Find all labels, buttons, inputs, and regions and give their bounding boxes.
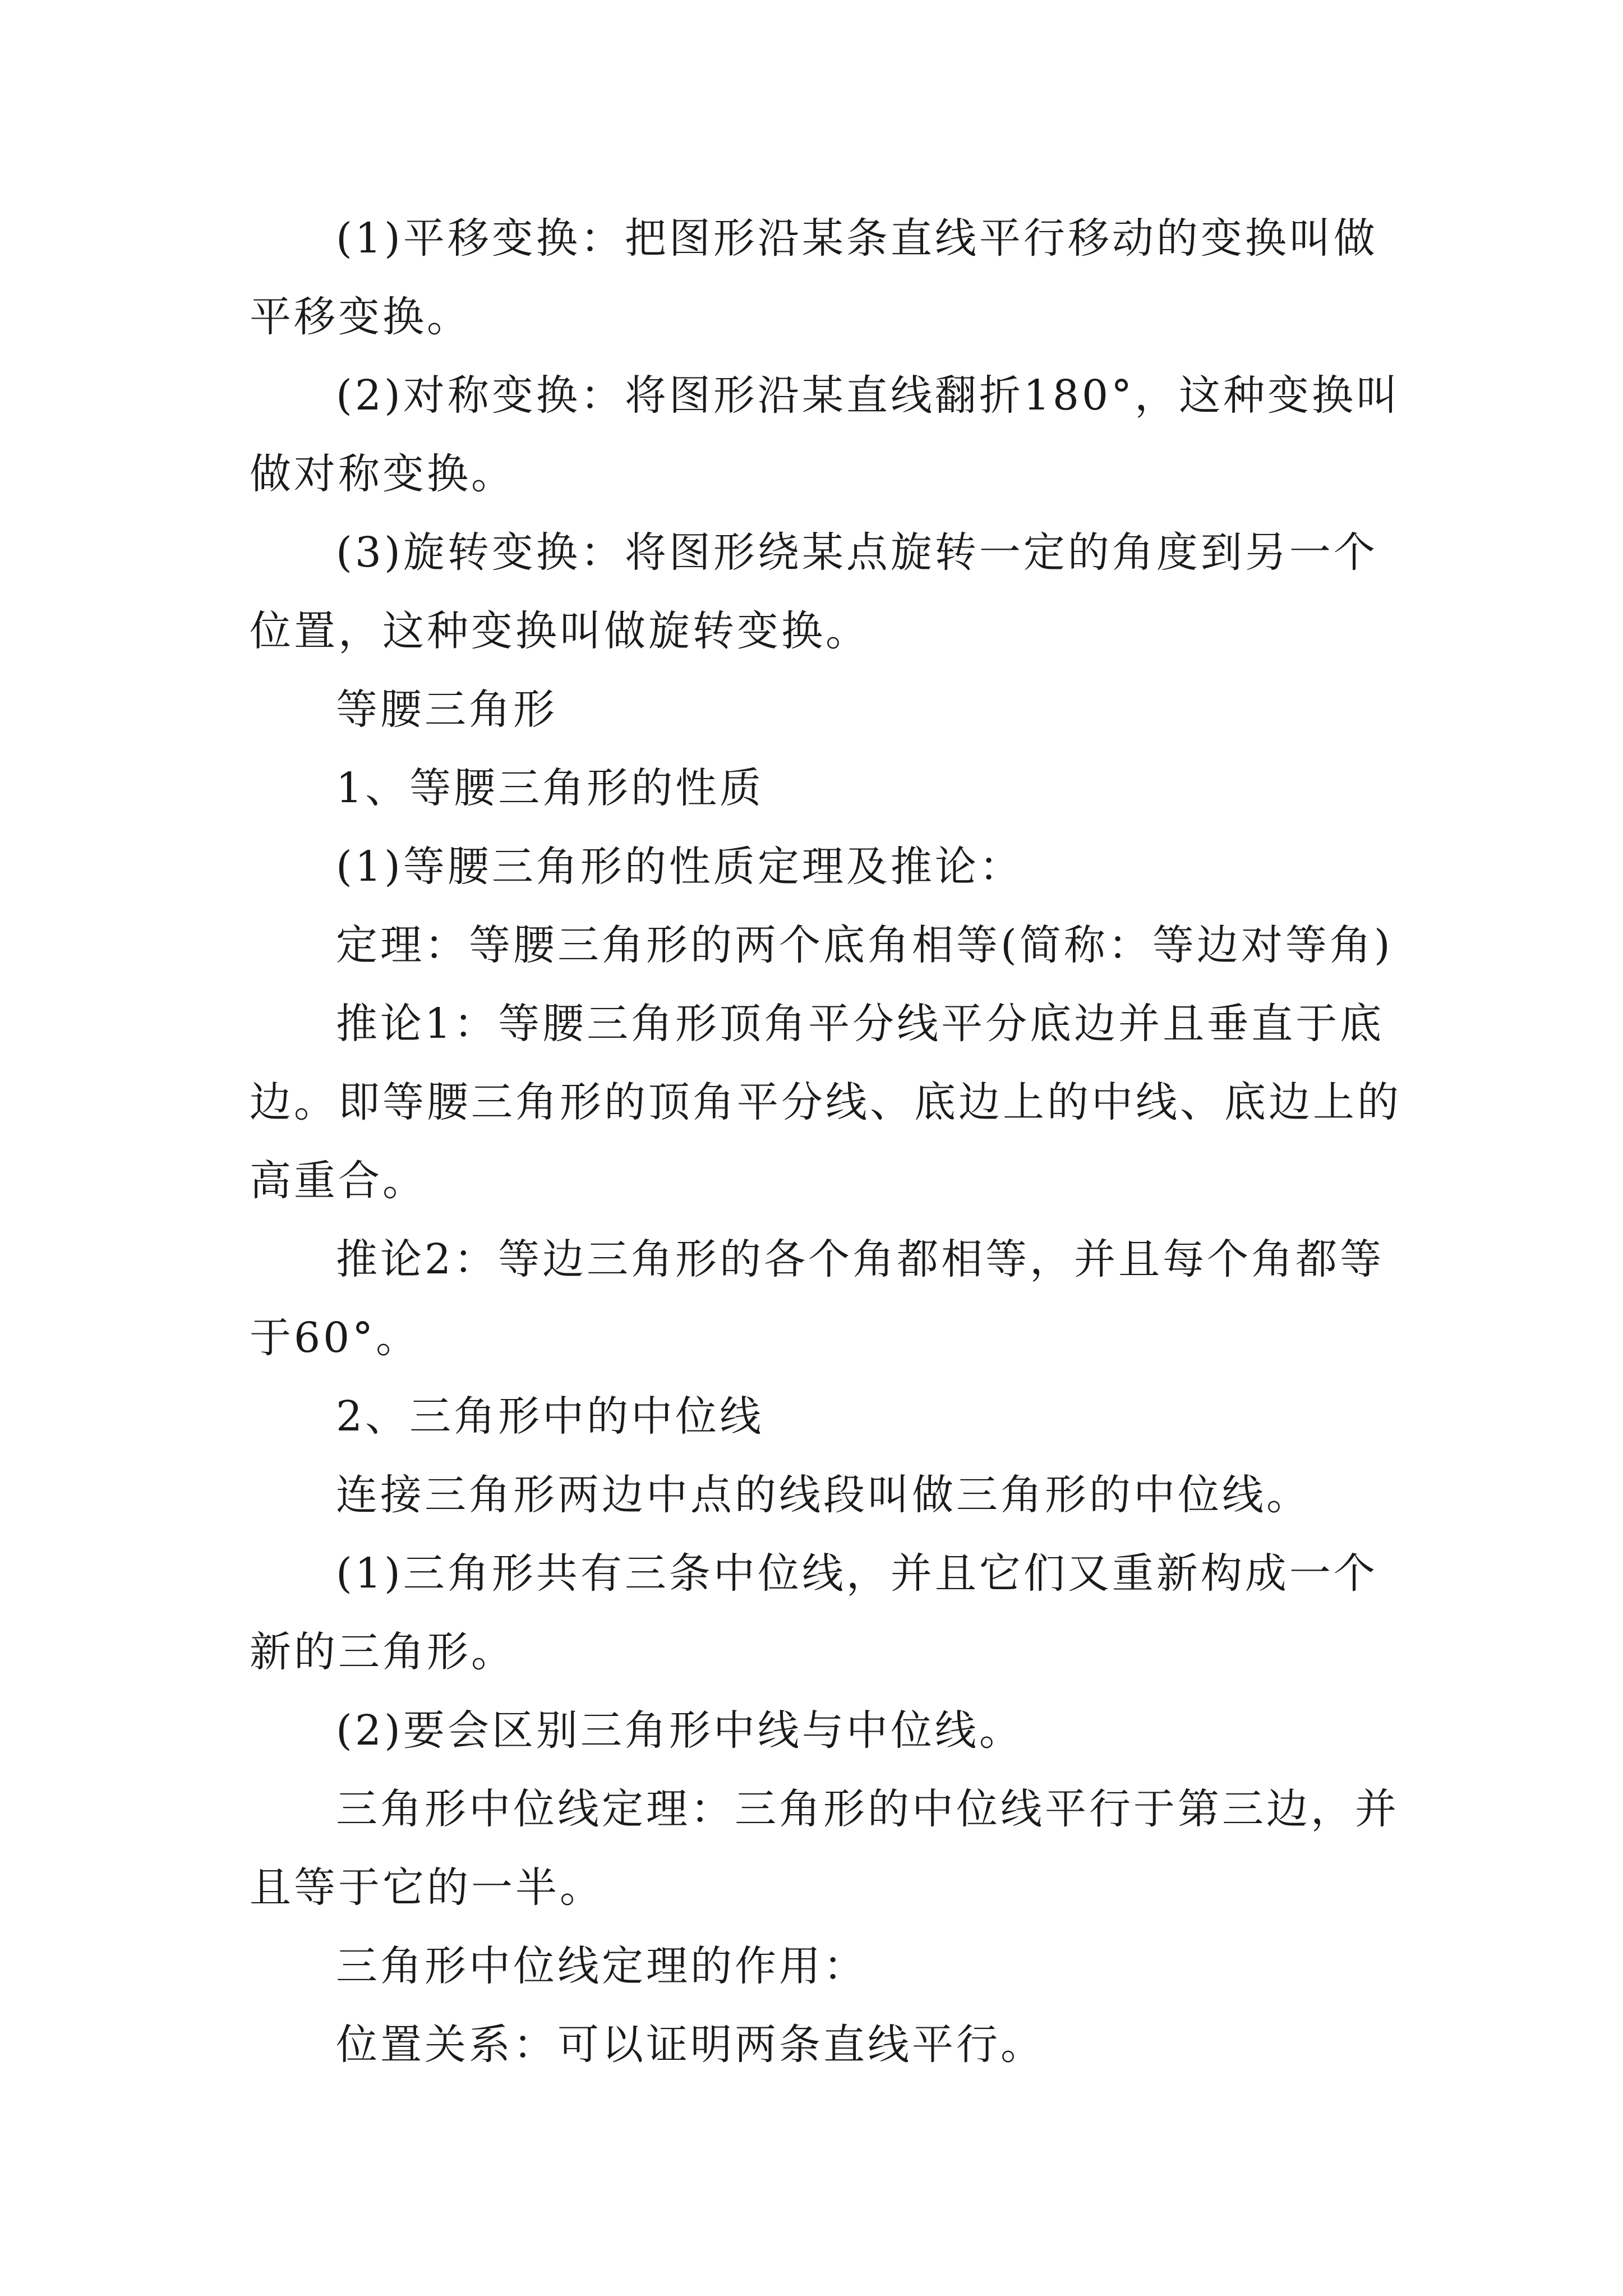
paragraph-property-theorems: (1)等腰三角形的性质定理及推论： [336,843,1023,891]
paragraph-midline-theorem-uses: 三角形中位线定理的作用： [336,1942,868,1990]
paragraph-corollary-1: 推论1：等腰三角形顶角平分线平分底边并且垂直于底边。即等腰三角形的顶角平分线、底边上的中线、底边上的高重合。 [250,1000,1401,1205]
paragraph-midline-definition: 连接三角形两边中点的线段叫做三角形的中位线。 [336,1471,1311,1519]
paragraph-theorem: 定理：等腰三角形的两个底角相等(简称：等边对等角) [336,921,1393,969]
paragraph-corollary-2: 推论2：等边三角形的各个角都相等，并且每个角都等于60°。 [250,1235,1385,1362]
paragraph-position-relation: 位置关系：可以证明两条直线平行。 [336,2021,1045,2069]
paragraph-symmetry: (2)对称变换：将图形沿某直线翻折180°，这种变换叫做对称变换。 [250,371,1401,498]
paragraph-midline-distinction: (2)要会区别三角形中线与中位线。 [336,1706,1023,1755]
paragraph-translation: (1)平移变换：把图形沿某条直线平行移动的变换叫做平移变换。 [250,214,1378,341]
subheading-isosceles-properties: 1、等腰三角形的性质 [336,764,764,812]
paragraph-rotation: (3)旋转变换：将图形绕某点旋转一定的角度到另一个位置，这种变换叫做旋转变换。 [250,528,1378,655]
paragraph-midline-count: (1)三角形共有三条中位线，并且它们又重新构成一个新的三角形。 [250,1549,1378,1676]
document-body [250,199,1402,2084]
paragraph-midline-theorem: 三角形中位线定理：三角形的中位线平行于第三边，并且等于它的一半。 [250,1785,1399,1912]
section-heading-isosceles-triangle: 等腰三角形 [336,685,557,734]
subheading-midline: 2、三角形中的中位线 [336,1392,764,1441]
